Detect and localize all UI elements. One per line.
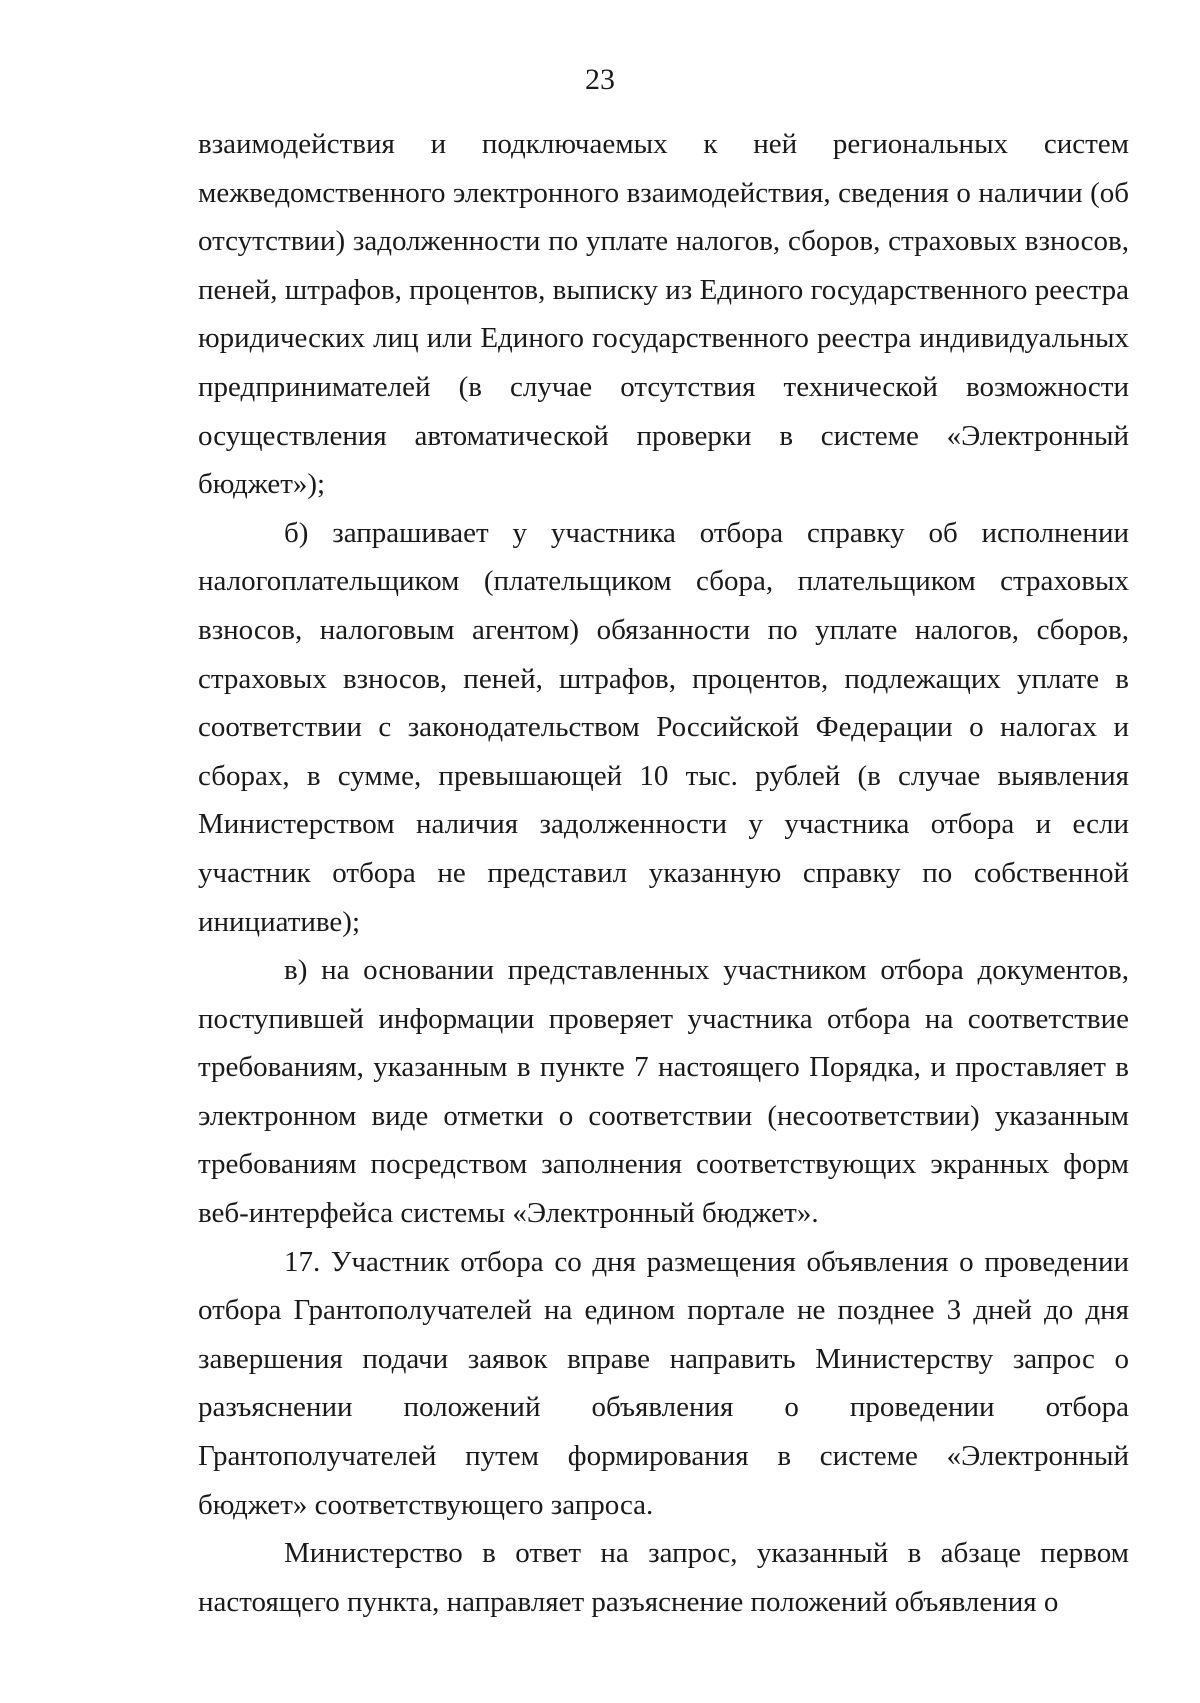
paragraph-item-b: б) запрашивает у участника отбора справку об исполнении налогоплательщиком (плательщиком сбора, плательщиком страховых взносов, налоговым агентом) обязанности по уплате налогов, сборов, страховых взносов, пеней, штрафов, процентов, подлежащих уплате в соответствии с законодательством Российской Федерации о налогах и сборах, в сумме, превышающей 10 тыс. рублей (в случае выявления Министерством наличия задолженности у участника отбора и если участник отбора не представил указанную справку по собственной инициативе);	[198, 516, 1129, 938]
paragraph-ministry-response: Министерство в ответ на запрос, указанный в абзаце первом настоящего пункта, направляет разъяснение положений объявления о	[198, 1537, 1129, 1618]
page-number: 23	[585, 63, 615, 96]
document-body	[198, 120, 1129, 1626]
paragraph-clause-17: 17. Участник отбора со дня размещения объявления о проведении отбора Грантополучателей на едином портале не позднее 3 дней до дня завершения подачи заявок вправе направить Министерству запрос о разъяснении положений объявления о проведении отбора Грантополучателей путем формирования в системе «Электронный бюджет» соответствующего запроса.	[198, 1245, 1129, 1521]
paragraph-continuation: взаимодействия и подключаемых к ней региональных систем межведомственного электронного взаимодействия, сведения о наличии (об отсутствии) задолженности по уплате налогов, сборов, страховых взносов, пеней, штрафов, процентов, выписку из Единого государственного реестра юридических лиц или Единого государственного реестра индивидуальных предпринимателей (в случае отсутствия технической возможности осуществления автоматической проверки в системе «Электронный бюджет»);	[198, 128, 1129, 501]
paragraph-item-v: в) на основании представленных участником отбора документов, поступившей информации проверяет участника отбора на соответствие требованиям, указанным в пункте 7 настоящего Порядка, и проставляет в электронном виде отметки о соответствии (несоответствии) указанным требованиям посредством заполнения соответствующих экранных форм веб-интерфейса системы «Электронный бюджет».	[198, 954, 1129, 1230]
